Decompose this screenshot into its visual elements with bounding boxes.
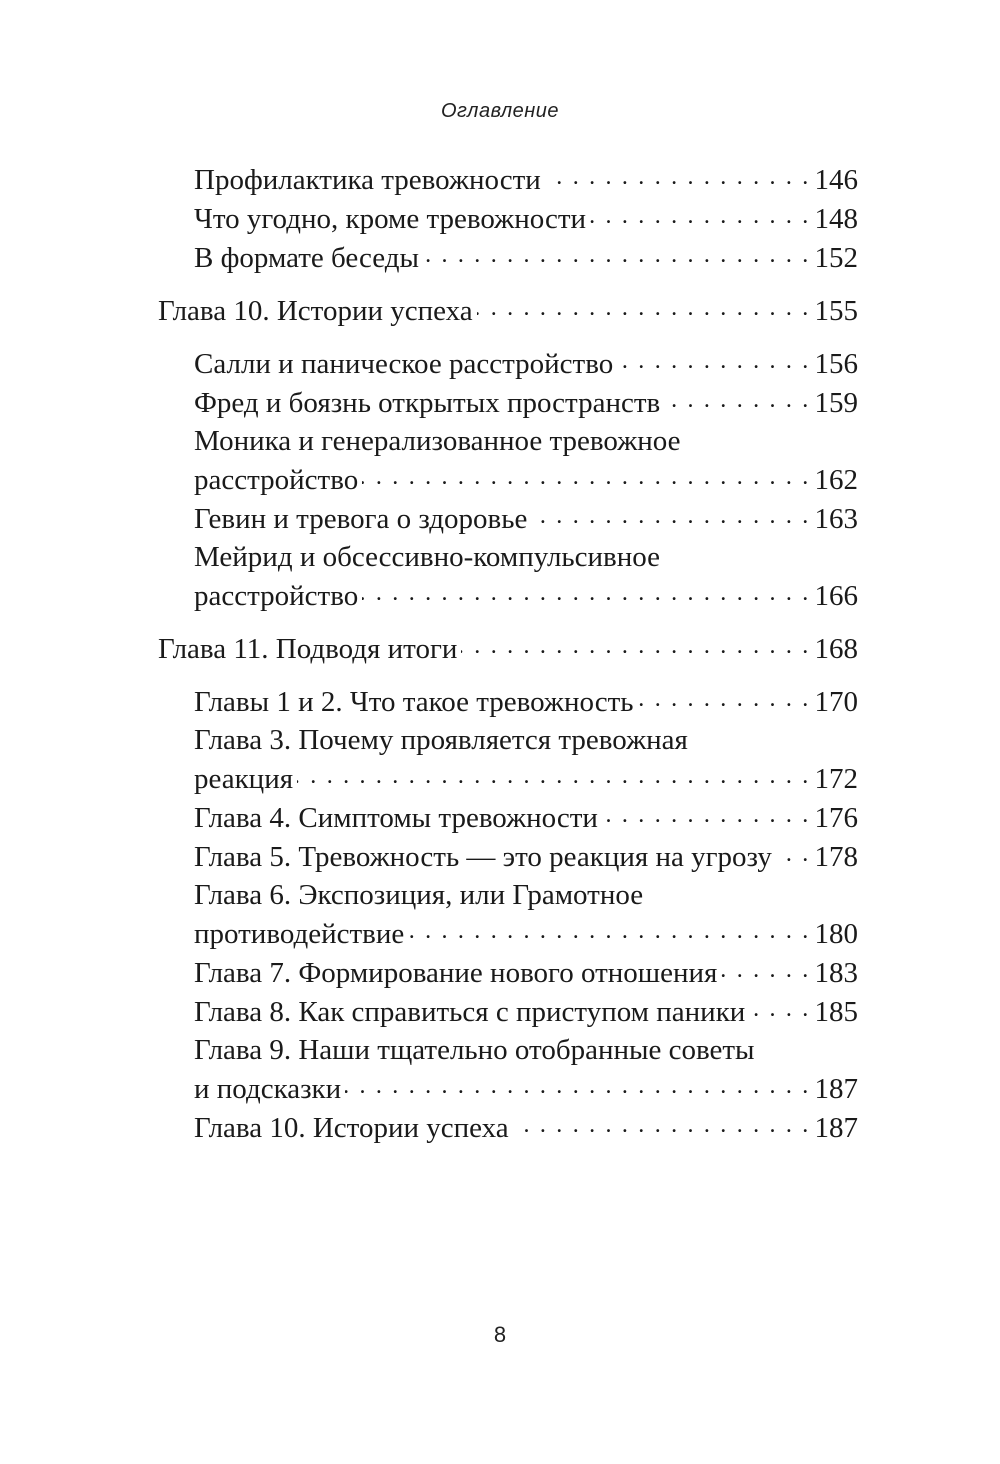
toc-entry-title-line: Глава 3. Почему проявляется тревожная — [194, 724, 688, 756]
toc-entry-page: 180 — [814, 918, 858, 950]
toc-entry-page: 155 — [814, 295, 858, 327]
toc-entry-title-line: Глава 9. Наши тщательно отобранные советы — [194, 1034, 755, 1066]
dot-leader — [408, 914, 810, 943]
toc-entry-title: Глава 4. Симптомы тревожности — [194, 802, 598, 834]
toc-section-entry — [158, 383, 858, 422]
toc-entry-title: Главы 1 и 2. Что такое тревожность — [194, 686, 634, 718]
toc-entry-page: 168 — [814, 633, 858, 665]
dot-leader — [513, 1108, 811, 1137]
dot-leader — [617, 344, 810, 373]
dot-leader — [461, 629, 810, 658]
toc-section-entry — [158, 499, 858, 538]
toc-section-entry — [158, 953, 858, 992]
dot-leader — [362, 460, 810, 489]
dot-leader — [423, 238, 811, 267]
toc-entry-page: 172 — [814, 763, 858, 795]
toc-entry-page: 146 — [814, 164, 858, 196]
dot-leader — [590, 199, 810, 228]
toc-entry-page: 176 — [814, 802, 858, 834]
page-number: 8 — [493, 1322, 507, 1347]
toc-entry-title-line: Мейрид и обсессивно-компульсивное — [194, 541, 660, 573]
toc-entry-title: Глава 5. Тревожность — это реакция на угрозу — [194, 841, 772, 873]
toc-section-entry — [158, 992, 858, 1031]
toc-entry-title: расстройство — [194, 464, 359, 496]
toc-entry-title: и подсказки — [194, 1073, 342, 1105]
toc-section-entry — [158, 798, 858, 837]
toc-section-entry — [158, 344, 858, 383]
toc-entry-title: Фред и боязнь открытых пространств — [194, 387, 661, 419]
toc-entry-title: Глава 10. Истории успеха — [158, 295, 473, 327]
toc-entry-page: 156 — [814, 348, 858, 380]
dot-leader — [362, 576, 810, 605]
toc-entry-title: Салли и паническое расстройство — [194, 348, 614, 380]
toc-entry-page: 187 — [814, 1112, 858, 1144]
toc-entry-title: Профилактика тревожности — [194, 164, 541, 196]
toc-section-entry — [158, 1031, 858, 1108]
dot-leader — [297, 759, 810, 788]
toc-entry-title: Что угодно, кроме тревожности — [194, 203, 587, 235]
toc-section-entry — [158, 538, 858, 615]
dot-leader — [545, 160, 811, 189]
dot-leader — [749, 992, 810, 1021]
toc-entry-title: расстройство — [194, 580, 359, 612]
dot-leader — [664, 383, 810, 412]
toc-section-entry — [158, 721, 858, 798]
dot-leader — [721, 953, 810, 982]
toc-entry-title: Глава 7. Формирование нового отношения — [194, 957, 718, 989]
dot-leader — [531, 499, 810, 528]
toc-section-entry — [158, 682, 858, 721]
dot-leader — [602, 798, 811, 827]
dot-leader — [477, 291, 811, 320]
toc-entry-title: Глава 10. Истории успеха — [194, 1112, 509, 1144]
toc-entry-page: 183 — [814, 957, 858, 989]
toc-entry-page: 148 — [814, 203, 858, 235]
toc-section-entry — [158, 422, 858, 499]
table-of-contents — [158, 160, 858, 1147]
toc-entry-page: 166 — [814, 580, 858, 612]
toc-entry-title: В формате беседы — [194, 242, 419, 274]
toc-entry-title-line: Глава 6. Экспозиция, или Грамотное — [194, 879, 644, 911]
toc-entry-title: Глава 8. Как справиться с приступом паники — [194, 996, 746, 1028]
toc-chapter-entry — [158, 629, 858, 668]
toc-entry-page: 159 — [814, 387, 858, 419]
toc-section-entry — [158, 199, 858, 238]
dot-leader — [776, 837, 811, 866]
dot-leader — [345, 1069, 810, 1098]
toc-section-entry — [158, 1108, 858, 1147]
toc-section-entry — [158, 238, 858, 277]
toc-entry-page: 170 — [814, 686, 858, 718]
toc-entry-title: Глава 11. Подводя итоги — [158, 633, 458, 665]
toc-entry-page: 152 — [814, 242, 858, 274]
toc-entry-title: реакция — [194, 763, 294, 795]
toc-entry-title: противодействие — [194, 918, 405, 950]
toc-entry-page: 162 — [814, 464, 858, 496]
toc-section-entry — [158, 160, 858, 199]
running-head: Оглавление — [440, 100, 560, 122]
toc-entry-page: 178 — [814, 841, 858, 873]
toc-entry-page: 185 — [814, 996, 858, 1028]
toc-entry-page: 163 — [814, 503, 858, 535]
toc-section-entry — [158, 837, 858, 876]
toc-entry-page: 187 — [814, 1073, 858, 1105]
toc-section-entry — [158, 876, 858, 953]
dot-leader — [637, 682, 810, 711]
toc-entry-title-line: Моника и генерализованное тревожное — [194, 425, 681, 457]
toc-chapter-entry — [158, 291, 858, 330]
toc-entry-title: Гевин и тревога о здоровье — [194, 503, 528, 535]
